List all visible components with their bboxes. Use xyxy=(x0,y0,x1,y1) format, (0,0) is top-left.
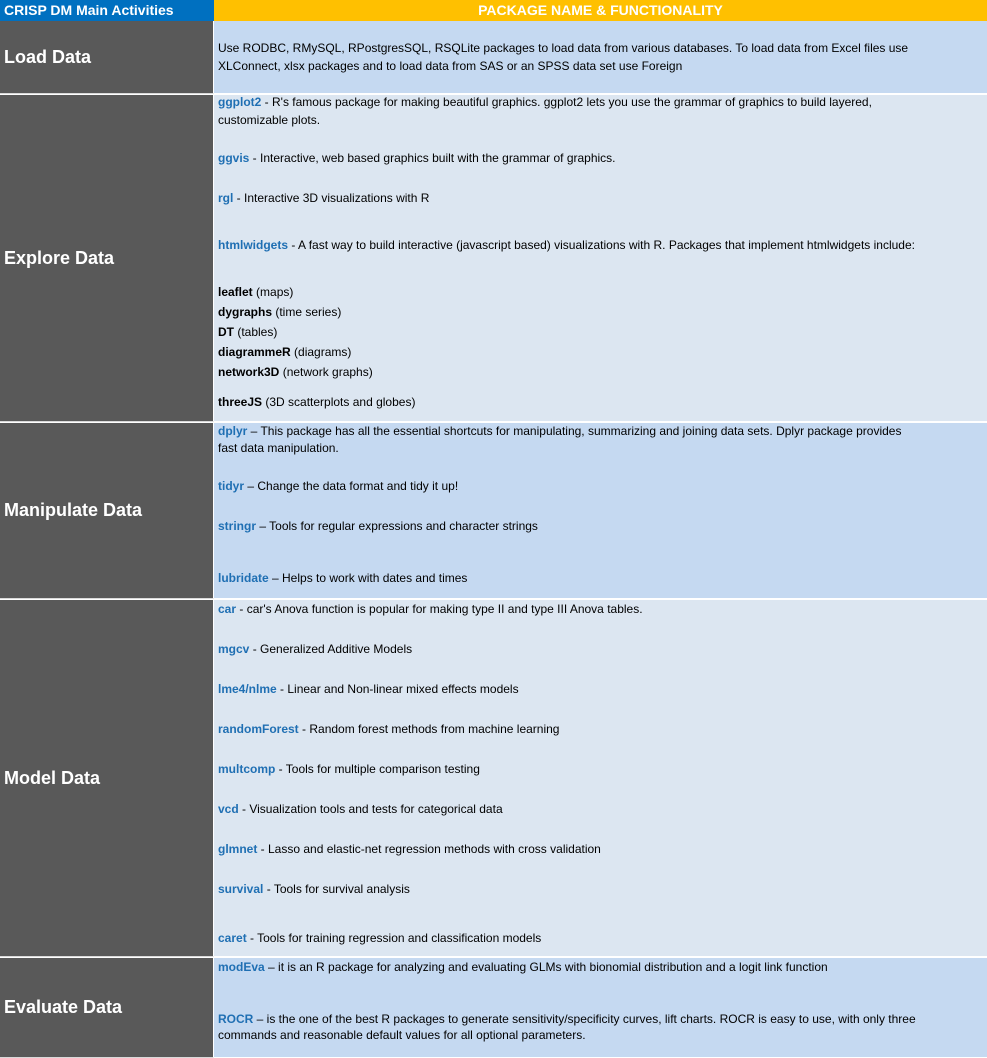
package-description: - Interactive, web based graphics built with the grammar of graphics. xyxy=(249,151,616,165)
category-evaluate-data: Evaluate Data xyxy=(0,958,214,1058)
category-model-data: Model Data xyxy=(0,600,214,957)
package-description: (diagrams) xyxy=(290,345,352,359)
package-line xyxy=(218,112,983,129)
package-name: dplyr xyxy=(218,424,248,438)
package-description: (3D scatterplots and globes) xyxy=(262,395,416,409)
package-name: glmnet xyxy=(218,842,258,856)
package-name: stringr xyxy=(218,519,257,533)
package-name: ROCR xyxy=(218,1012,254,1026)
package-description: - Random forest methods from machine learning xyxy=(298,722,560,736)
package-line xyxy=(218,478,983,495)
package-line xyxy=(218,721,983,738)
package-name: randomForest xyxy=(218,722,299,736)
package-name: mgcv xyxy=(218,642,250,656)
package-description: - Lasso and elastic-net regression methods with cross validation xyxy=(257,842,601,856)
package-name: caret xyxy=(218,931,247,945)
package-description: – Helps to work with dates and times xyxy=(268,571,468,585)
package-line xyxy=(218,570,983,587)
package-name: ggplot2 xyxy=(218,95,262,109)
package-name: htmlwidgets xyxy=(218,238,289,252)
package-name: dygraphs xyxy=(218,305,273,319)
package-name: diagrammeR xyxy=(218,345,291,359)
package-line xyxy=(218,394,983,411)
package-description: - R's famous package for making beautiful graphics. ggplot2 lets you use the grammar of graphics to build layered, xyxy=(261,95,872,109)
package-description: - Tools for training regression and classification models xyxy=(246,931,542,945)
package-description: Use RODBC, RMySQL, RPostgresSQL, RSQLite packages to load data from various databases. To load data from Excel files use xyxy=(218,41,909,55)
package-description: fast data manipulation. xyxy=(218,441,339,455)
package-name: tidyr xyxy=(218,479,245,493)
package-line xyxy=(218,423,983,440)
package-line xyxy=(218,344,983,361)
package-description: (time series) xyxy=(272,305,342,319)
package-line xyxy=(218,1011,983,1028)
package-name: survival xyxy=(218,882,264,896)
package-line xyxy=(218,601,983,618)
package-name: modEva xyxy=(218,960,265,974)
packages-cell xyxy=(214,21,987,94)
packages-cell xyxy=(214,958,987,1058)
package-line xyxy=(218,930,983,947)
packages-cell xyxy=(214,95,987,422)
package-description: - A fast way to build interactive (javascript based) visualizations with R. Packages that implement htmlwidgets include: xyxy=(288,238,915,252)
package-line xyxy=(218,440,983,457)
package-line xyxy=(218,190,983,207)
package-description: - Visualization tools and tests for categorical data xyxy=(238,802,503,816)
package-line xyxy=(218,801,983,818)
package-description: commands and reasonable default values for all optional parameters. xyxy=(218,1028,586,1042)
package-description: - Tools for multiple comparison testing xyxy=(275,762,480,776)
package-line xyxy=(218,40,983,57)
category-load-data: Load Data xyxy=(0,21,214,94)
package-line xyxy=(218,284,983,301)
package-description: – it is an R package for analyzing and evaluating GLMs with bionomial distribution and a logit link function xyxy=(264,960,828,974)
package-description: (network graphs) xyxy=(279,365,373,379)
package-description: – Change the data format and tidy it up! xyxy=(244,479,459,493)
package-name: ggvis xyxy=(218,151,250,165)
package-line xyxy=(218,841,983,858)
package-line xyxy=(218,150,983,167)
package-description: - Generalized Additive Models xyxy=(249,642,413,656)
package-line xyxy=(218,94,983,111)
package-description: – is the one of the best R packages to generate sensitivity/specificity curves, lift charts. ROCR is easy to use, with only three xyxy=(253,1012,916,1026)
package-line xyxy=(218,237,983,254)
package-description: - Linear and Non-linear mixed effects models xyxy=(276,682,519,696)
package-line xyxy=(218,681,983,698)
package-description: – This package has all the essential shortcuts for manipulating, summarizing and joining data sets. Dplyr package provides xyxy=(247,424,902,438)
package-description: – Tools for regular expressions and character strings xyxy=(256,519,538,533)
package-name: vcd xyxy=(218,802,239,816)
package-line xyxy=(218,58,983,75)
package-line xyxy=(218,881,983,898)
package-line xyxy=(218,641,983,658)
package-name: car xyxy=(218,602,237,616)
package-line xyxy=(218,959,983,976)
package-name: lme4/nlme xyxy=(218,682,277,696)
header-activities: CRISP DM Main Activities xyxy=(0,0,214,21)
package-name: DT xyxy=(218,325,234,339)
category-explore-data: Explore Data xyxy=(0,95,214,422)
package-line xyxy=(218,1027,983,1044)
package-line xyxy=(218,364,983,381)
package-name: rgl xyxy=(218,191,234,205)
package-description: customizable plots. xyxy=(218,113,321,127)
package-description: (maps) xyxy=(252,285,294,299)
package-line xyxy=(218,304,983,321)
package-line xyxy=(218,324,983,341)
package-name: network3D xyxy=(218,365,280,379)
package-description: XLConnect, xlsx packages and to load data from SAS or an SPSS data set use Foreign xyxy=(218,59,683,73)
package-description: (tables) xyxy=(234,325,278,339)
package-name: threeJS xyxy=(218,395,263,409)
package-description: - car's Anova function is popular for making type II and type III Anova tables. xyxy=(236,602,643,616)
package-description: - Interactive 3D visualizations with R xyxy=(233,191,430,205)
package-line xyxy=(218,761,983,778)
package-description: - Tools for survival analysis xyxy=(263,882,410,896)
header-package-functionality: PACKAGE NAME & FUNCTIONALITY xyxy=(214,0,987,21)
packages-cell xyxy=(214,423,987,599)
package-name: lubridate xyxy=(218,571,269,585)
package-name: leaflet xyxy=(218,285,253,299)
package-name: multcomp xyxy=(218,762,276,776)
packages-cell xyxy=(214,600,987,957)
category-manipulate-data: Manipulate Data xyxy=(0,423,214,599)
package-line xyxy=(218,518,983,535)
